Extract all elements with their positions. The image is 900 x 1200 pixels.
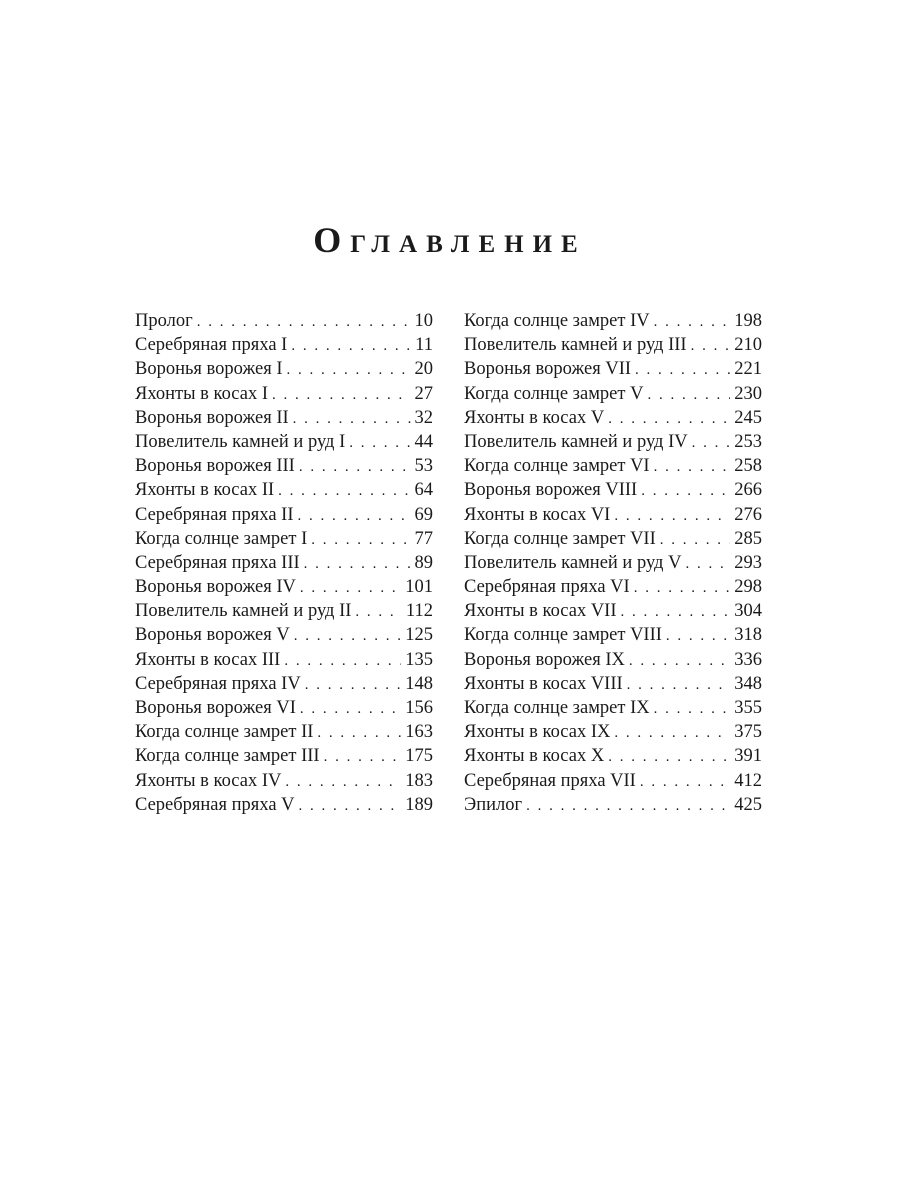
toc-entry[interactable] [135,720,433,744]
toc-entry-title: Яхонты в косах V [464,407,605,428]
toc-entry-title: Яхонты в косах II [135,480,275,501]
dot-leader [526,794,730,818]
toc-entry-title: Повелитель камней и руд III [464,335,687,356]
toc-entry[interactable] [135,333,433,357]
dot-leader [299,455,411,479]
toc-entry-title: Серебряная пряха VII [464,770,636,791]
toc-entry-page: 10 [414,311,433,331]
toc-entry-title: Яхонты в косах IV [135,770,282,791]
toc-right-column [464,309,762,817]
toc-entry[interactable] [464,527,762,551]
toc-entry-title: Воронья ворожея VII [464,359,632,380]
toc-entry-title: Когда солнце замрет IV [464,311,650,331]
toc-entry[interactable] [464,648,762,672]
toc-entry-title: Эпилог [464,794,523,815]
dot-leader [654,455,731,479]
toc-entry[interactable] [135,744,433,768]
toc-entry[interactable] [464,793,762,817]
toc-entry-page: 175 [405,746,433,767]
toc-entry[interactable] [464,357,762,381]
toc-entry-page: 189 [405,794,433,815]
toc-entry-page: 318 [734,625,762,646]
toc-entry-page: 258 [734,456,762,477]
dot-leader [293,407,411,431]
toc-entry-title: Серебряная пряха I [135,335,288,356]
toc-entry-title: Воронья ворожея IV [135,577,296,598]
toc-entry-title: Когда солнце замрет VI [464,456,650,477]
toc-entry-title: Яхонты в косах VII [464,601,617,622]
toc-entry-title: Повелитель камней и руд I [135,431,346,452]
toc-entry[interactable] [135,430,433,454]
toc-entry-page: 293 [734,552,762,573]
dot-leader [300,697,401,721]
toc-entry-title: Повелитель камней и руд IV [464,431,688,452]
dot-leader [692,431,731,455]
toc-entry-page: 163 [405,722,433,743]
toc-entry-page: 276 [734,504,762,525]
toc-entry[interactable] [464,551,762,575]
dot-leader [284,649,401,673]
toc-entry-page: 44 [414,431,433,452]
dot-leader [304,552,411,576]
toc-entry-title: Серебряная пряха II [135,504,294,525]
toc-entry-page: 412 [734,770,762,791]
toc-entry[interactable] [135,527,433,551]
toc-entry-page: 64 [414,480,433,501]
dot-leader [305,673,402,697]
toc-entry-title: Серебряная пряха IV [135,673,301,694]
dot-leader [629,649,730,673]
toc-entry-page: 210 [734,335,762,356]
toc-entry[interactable] [464,503,762,527]
toc-entry-page: 336 [734,649,762,670]
toc-entry-title: Серебряная пряха III [135,552,300,573]
toc-entry-page: 348 [734,673,762,694]
dot-leader [691,334,731,358]
toc-entry-page: 89 [414,552,433,573]
toc-entry-title: Воронья ворожея IX [464,649,625,670]
dot-leader [608,745,730,769]
toc-entry-page: 285 [734,528,762,549]
toc-entry-page: 253 [734,431,762,452]
toc-entry[interactable] [464,720,762,744]
toc-entry-page: 53 [414,456,433,477]
toc-entry[interactable] [135,648,433,672]
dot-leader [324,745,402,769]
toc-entry-title: Воронья ворожея VIII [464,480,638,501]
toc-entry-page: 304 [734,601,762,622]
toc-entry-title: Яхонты в косах VI [464,504,611,525]
dot-leader [297,504,410,528]
toc-entry-page: 221 [734,359,762,380]
toc-entry[interactable] [464,744,762,768]
dot-leader [300,576,401,600]
toc-entry-title: Пролог [135,311,193,331]
toc-entry-page: 112 [405,601,433,622]
toc-entry-page: 375 [734,722,762,743]
toc-entry[interactable] [135,623,433,647]
dot-leader [621,600,731,624]
dot-leader [349,431,410,455]
dot-leader [640,770,730,794]
dot-leader [287,358,411,382]
toc-entry[interactable] [464,430,762,454]
dot-leader [311,528,410,552]
toc-entry-title: Воронья ворожея V [135,625,290,646]
toc-entry-title: Яхонты в косах III [135,649,281,670]
toc-entry-page: 391 [734,746,762,767]
toc-entry-page: 156 [405,698,433,718]
toc-entry[interactable] [135,696,433,720]
dot-leader [627,673,731,697]
dot-leader [647,383,730,407]
toc-entry[interactable] [135,672,433,696]
toc-entry-title: Повелитель камней и руд II [135,601,352,622]
toc-entry-title: Повелитель камней и руд V [464,552,682,573]
toc-entry-page: 125 [405,625,433,646]
table-of-contents [135,309,762,817]
toc-entry-title: Яхонты в косах I [135,383,268,404]
toc-entry-title: Серебряная пряха V [135,794,295,815]
toc-entry-title: Яхонты в косах VIII [464,673,623,694]
toc-entry[interactable] [135,478,433,502]
toc-entry-page: 101 [405,577,433,598]
toc-entry-title: Воронья ворожея VI [135,698,296,718]
toc-entry[interactable] [464,406,762,430]
dot-leader [278,479,410,503]
dot-leader [285,770,401,794]
dot-leader [641,479,730,503]
toc-entry-page: 245 [734,407,762,428]
toc-left-column [135,309,433,817]
toc-entry-page: 230 [734,383,762,404]
toc-entry-page: 77 [414,528,433,549]
toc-entry-title: Яхонты в косах X [464,746,605,767]
toc-entry-title: Когда солнце замрет III [135,746,320,767]
toc-entry-title: Воронья ворожея II [135,407,289,428]
toc-entry-page: 298 [734,577,762,598]
toc-entry[interactable] [464,769,762,793]
dot-leader [635,358,730,382]
toc-entry[interactable] [464,696,762,720]
toc-entry[interactable] [135,769,433,793]
toc-entry-page: 148 [405,673,433,694]
toc-entry[interactable] [464,623,762,647]
toc-entry-title: Когда солнце замрет VII [464,528,656,549]
dot-leader [197,310,411,334]
toc-entry-title: Когда солнце замрет VIII [464,625,662,646]
toc-entry[interactable] [135,382,433,406]
toc-entry-title: Когда солнце замрет II [135,722,314,743]
dot-leader [614,721,730,745]
toc-entry-page: 27 [414,383,433,404]
toc-entry[interactable] [135,454,433,478]
dot-leader [355,600,402,624]
toc-entry-title: Серебряная пряха VI [464,577,630,598]
dot-leader [291,334,411,358]
toc-entry[interactable] [135,406,433,430]
toc-entry[interactable] [135,309,433,333]
dot-leader [299,794,402,818]
dot-leader [666,624,730,648]
toc-entry-title: Воронья ворожея III [135,456,295,477]
dot-leader [685,552,730,576]
toc-entry-title: Когда солнце замрет I [135,528,308,549]
dot-leader [614,504,730,528]
dot-leader [634,576,731,600]
dot-leader [608,407,730,431]
toc-entry-page: 32 [414,407,433,428]
toc-entry[interactable] [464,478,762,502]
toc-entry[interactable] [135,599,433,623]
toc-entry[interactable] [464,333,762,357]
toc-entry[interactable] [464,382,762,406]
toc-entry-page: 135 [405,649,433,670]
toc-entry-title: Когда солнце замрет IX [464,698,650,718]
toc-entry[interactable] [464,599,762,623]
toc-entry-page: 198 [734,311,762,331]
toc-entry[interactable] [464,454,762,478]
toc-entry[interactable] [135,575,433,599]
toc-entry-title: Воронья ворожея I [135,359,283,380]
page-title: Оглавление [313,220,587,261]
toc-entry[interactable] [464,672,762,696]
dot-leader [272,383,411,407]
toc-entry-page: 183 [405,770,433,791]
toc-entry[interactable] [135,793,433,817]
toc-entry-title: Яхонты в косах IX [464,722,611,743]
toc-entry[interactable] [464,309,762,333]
dot-leader [654,310,731,334]
toc-entry[interactable] [135,503,433,527]
dot-leader [654,697,731,721]
toc-entry-page: 355 [734,698,762,718]
toc-entry-title: Когда солнце замрет V [464,383,644,404]
toc-entry[interactable] [135,357,433,381]
dot-leader [317,721,401,745]
toc-entry[interactable] [135,551,433,575]
toc-entry-page: 11 [415,335,433,356]
toc-entry[interactable] [464,575,762,599]
toc-entry-page: 20 [414,359,433,380]
toc-entry-page: 266 [734,480,762,501]
dot-leader [660,528,731,552]
toc-entry-page: 425 [734,794,762,815]
dot-leader [294,624,402,648]
toc-entry-page: 69 [414,504,433,525]
